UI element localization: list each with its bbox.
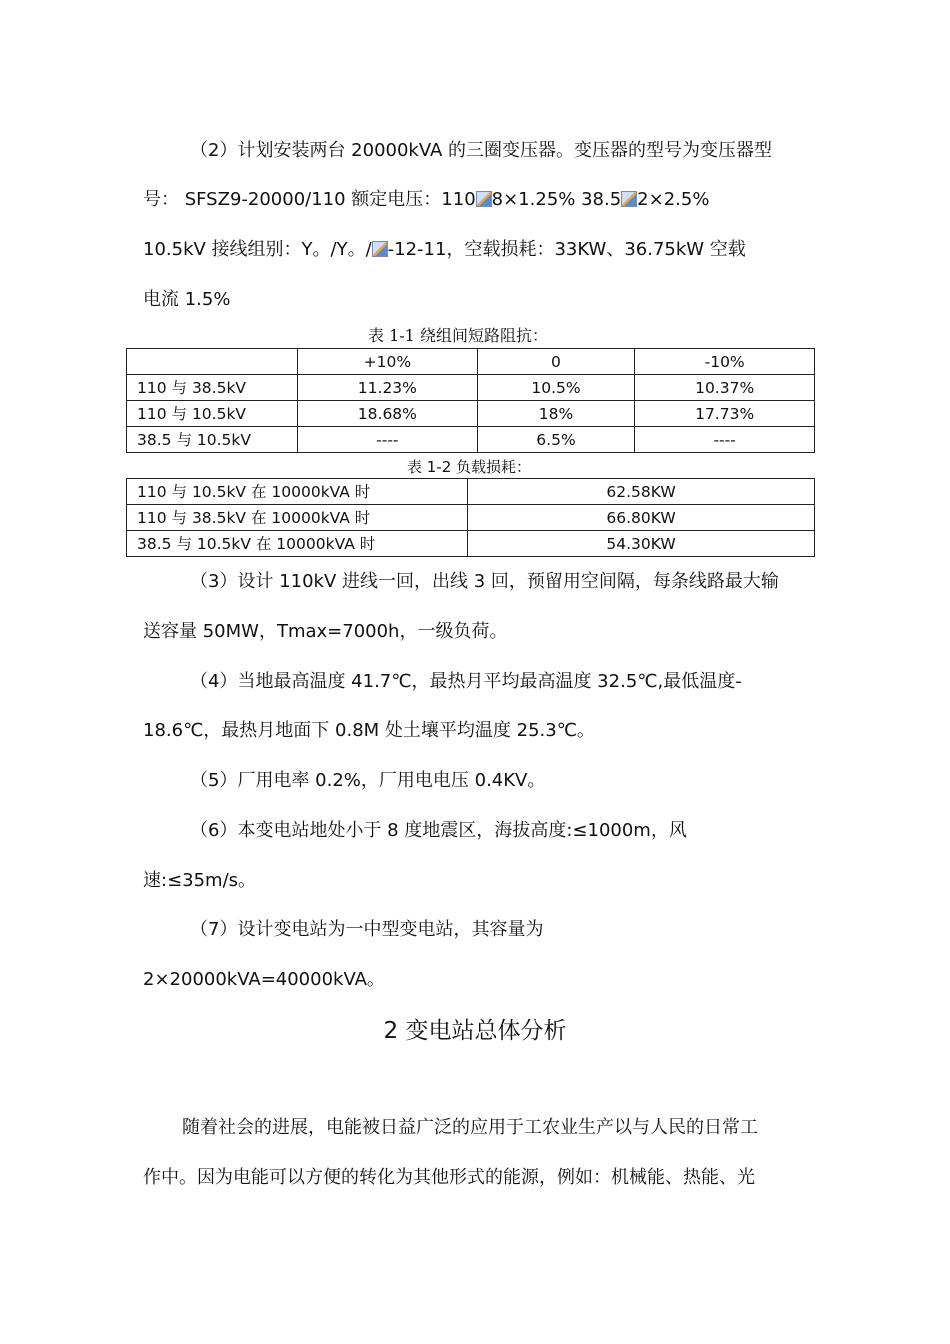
table-row [127, 401, 815, 427]
table-header-cell: 0 [477, 349, 635, 375]
table-cell: 18.68% [298, 401, 478, 427]
para7-line2: 2×20000kVA=40000kVA。 [143, 969, 385, 990]
table-header-cell: -10% [635, 349, 815, 375]
para3-line1: （3）设计 110kV 进线一回，出线 3 回，预留用空间隔，每条线路最大输 [190, 571, 779, 592]
table-cell: 110 与 38.5kV 在 10000kVA 时 [127, 505, 468, 531]
para4-line2: 18.6℃，最热月地面下 0.8M 处土壤平均温度 25.3℃。 [143, 720, 595, 741]
para2-line3-b: -12-11，空载损耗：33KW、36.75kW 空载 [387, 239, 746, 260]
para4-line1: （4）当地最高温度 41.7℃，最热月平均最高温度 32.5℃,最低温度- [190, 671, 742, 692]
table-cell: 38.5 与 10.5kV 在 10000kVA 时 [127, 531, 468, 557]
para2-line3 [143, 238, 746, 262]
para2-line3-a: 10.5kV 接线组别：Y。/Y。/ [143, 239, 372, 260]
impedance-table [126, 348, 815, 453]
para8-line1: 随着社会的进展，电能被日益广泛的应用于工农业生产以与人民的日常工 [182, 1117, 758, 1138]
table-cell: 110 与 10.5kV 在 10000kVA 时 [127, 479, 468, 505]
broken-image-icon [476, 191, 492, 207]
table-cell: 66.80KW [468, 505, 815, 531]
para6-line1: （6）本变电站地处小于 8 度地震区，海拔高度:≤1000m，风 [190, 820, 687, 841]
table-cell: 6.5% [477, 427, 635, 453]
para8-line2: 作中。因为电能可以方便的转化为其他形式的能源，例如：机械能、热能、光 [143, 1167, 755, 1188]
table-row [127, 375, 815, 401]
table-row [127, 531, 815, 557]
para2-line2-b: 8×1.25% 38.5 [491, 189, 622, 210]
table-cell: 11.23% [298, 375, 478, 401]
para2-line1: （2）计划安装两台 20000kVA 的三圈变压器。变压器的型号为变压器型 [190, 140, 773, 161]
load-loss-table [126, 478, 815, 557]
table-cell: ---- [635, 427, 815, 453]
table1-caption: 表 1-1 绕组间短路阻抗： [368, 326, 548, 345]
table-cell: 10.37% [635, 375, 815, 401]
table-cell: 110 与 10.5kV [127, 401, 298, 427]
table-cell [127, 349, 298, 375]
para6-line2: 速:≤35m/s。 [143, 870, 257, 891]
para2-line4: 电流 1.5% [143, 289, 231, 310]
para5-line1: （5）厂用电率 0.2%，厂用电电压 0.4KV。 [190, 770, 546, 791]
table-cell: 38.5 与 10.5kV [127, 427, 298, 453]
table-cell: 54.30KW [468, 531, 815, 557]
table-cell: 62.58KW [468, 479, 815, 505]
table-row [127, 479, 815, 505]
table-cell: 10.5% [477, 375, 635, 401]
broken-image-icon [372, 241, 388, 257]
table-cell: 110 与 38.5kV [127, 375, 298, 401]
para2-line2 [143, 188, 709, 212]
table-header-row [127, 349, 815, 375]
para7-line1: （7）设计变电站为一中型变电站，其容量为 [190, 919, 544, 940]
table-cell: 17.73% [635, 401, 815, 427]
table-cell: 18% [477, 401, 635, 427]
broken-image-icon [621, 191, 637, 207]
section-heading: 2 变电站总体分析 [383, 1018, 567, 1044]
table-row [127, 505, 815, 531]
para3-line2: 送容量 50MW，Tmax=7000h，一级负荷。 [143, 621, 508, 642]
table2-caption: 表 1-2 负载损耗： [407, 458, 532, 476]
para2-line2-a: 号： SFSZ9-20000/110 额定电压：110 [143, 189, 476, 210]
para2-line2-c: 2×2.5% [637, 189, 710, 210]
table-row [127, 427, 815, 453]
table-cell: ---- [298, 427, 478, 453]
table-header-cell: +10% [298, 349, 478, 375]
